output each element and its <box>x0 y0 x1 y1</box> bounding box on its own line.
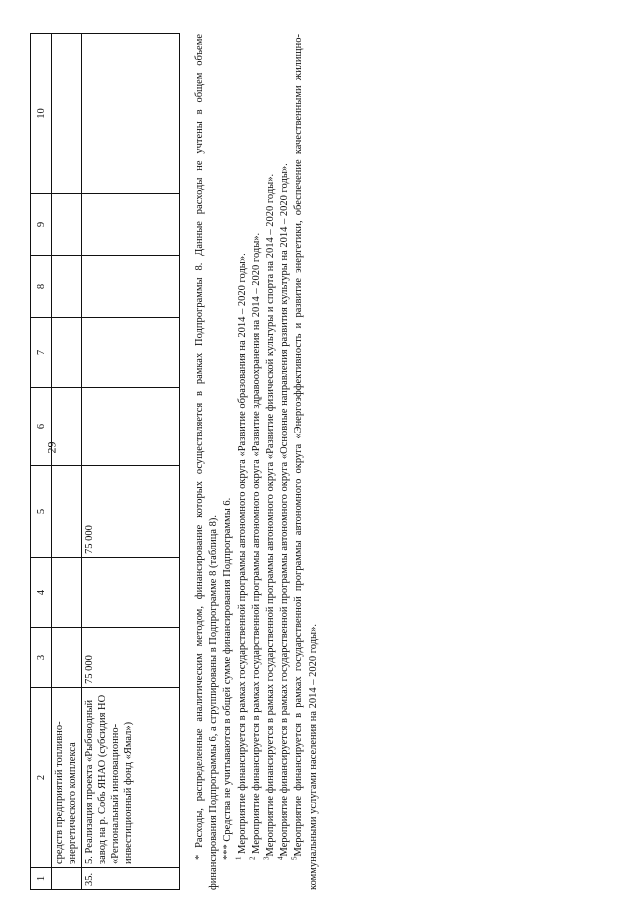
header-cell: 4 <box>31 558 52 628</box>
footnote-text: Мероприятие финансируется в рамках государственной программы автономного округа «Энергоэффективность и развитие энергетики, обеспечение качественными жилищно-коммунальными услугами населения на 2014 – 2020 годы». <box>293 34 319 890</box>
footnote-marker: 2 <box>248 856 257 860</box>
footnotes <box>193 34 321 890</box>
value-cell <box>82 558 180 628</box>
footnote-marker: 1 <box>234 856 243 860</box>
value-cell <box>52 466 82 558</box>
value-cell <box>82 194 180 256</box>
header-cell: 8 <box>31 256 52 318</box>
value-cell <box>52 318 82 388</box>
rotated-landscape-content <box>30 10 610 890</box>
footnote-text: Мероприятие финансируется в рамках государственной программы автономного округа «Основные направления развития культуры на 2014 – 2020 годы». <box>279 163 291 857</box>
row-number-cell <box>52 868 82 890</box>
value-cell <box>82 256 180 318</box>
value-cell <box>52 388 82 466</box>
footnote-text: Мероприятие финансируется в рамках государственной программы автономного округа «Развитие образования на 2014 – 2020 годы». <box>236 253 248 854</box>
footnote-4 <box>278 34 292 890</box>
value-cell <box>52 194 82 256</box>
footnote-1 <box>236 34 250 890</box>
value-cell <box>82 318 180 388</box>
row-number-cell: 35. <box>82 868 180 890</box>
header-cell: 9 <box>31 194 52 256</box>
value-cell <box>52 34 82 194</box>
page-number: 29 <box>44 441 59 454</box>
footnote-5 <box>292 34 320 890</box>
footnote-text: Мероприятие финансируется в рамках государственной программы автономного округа «Развитие физической культуры и спорта на 2014 – 2020 годы». <box>265 173 277 857</box>
header-cell: 6 <box>31 388 52 466</box>
table-row <box>52 34 82 890</box>
financing-table <box>30 33 180 890</box>
footnote-2 <box>250 34 264 890</box>
value-cell <box>82 388 180 466</box>
header-cell: 1 <box>31 868 52 890</box>
value-cell: 75 000 <box>82 628 180 688</box>
table-header-row <box>31 34 52 890</box>
header-cell: 2 <box>31 688 52 868</box>
header-cell: 5 <box>31 466 52 558</box>
value-cell <box>52 558 82 628</box>
row-name-cell: 5. Реализация проекта «Рыбоводный завод на р. Собь ЯНАО (субсидия НО «Региональный инновационно-инвестиционный фонд «Ямал») <box>82 688 180 868</box>
footnote-text: Мероприятие финансируется в рамках государственной программы автономного округа «Развитие здравоохранения на 2014 – 2020 годы». <box>250 232 262 854</box>
row-name-cell: средств предприятий топливно-энергетического комплекса <box>52 688 82 868</box>
value-cell <box>82 34 180 194</box>
value-cell <box>52 628 82 688</box>
header-cell: 3 <box>31 628 52 688</box>
footnote-3 <box>264 34 278 890</box>
footnote-marker: 4 <box>276 856 285 860</box>
table-row <box>82 34 180 890</box>
value-cell: 75 000 <box>82 466 180 558</box>
header-cell: 10 <box>31 34 52 194</box>
footnote-marker: 3 <box>262 856 271 860</box>
value-cell <box>52 256 82 318</box>
header-cell: 7 <box>31 318 52 388</box>
footnote-marker: 5 <box>290 856 299 860</box>
footnote-star3: *** Средства не учитываются в общей сумме финансирования Подпрограммы 6. <box>222 497 234 860</box>
footnote-star1: * Расходы, распределенные аналитическим методом, финансирование которых осуществляется в рамках Подпрограммы 8. Данные расходы не учтены в общем объеме финансирования Подпрограммы 6, а сгруппированы в Подпрограмме 8 (таблица 8). <box>194 34 220 890</box>
